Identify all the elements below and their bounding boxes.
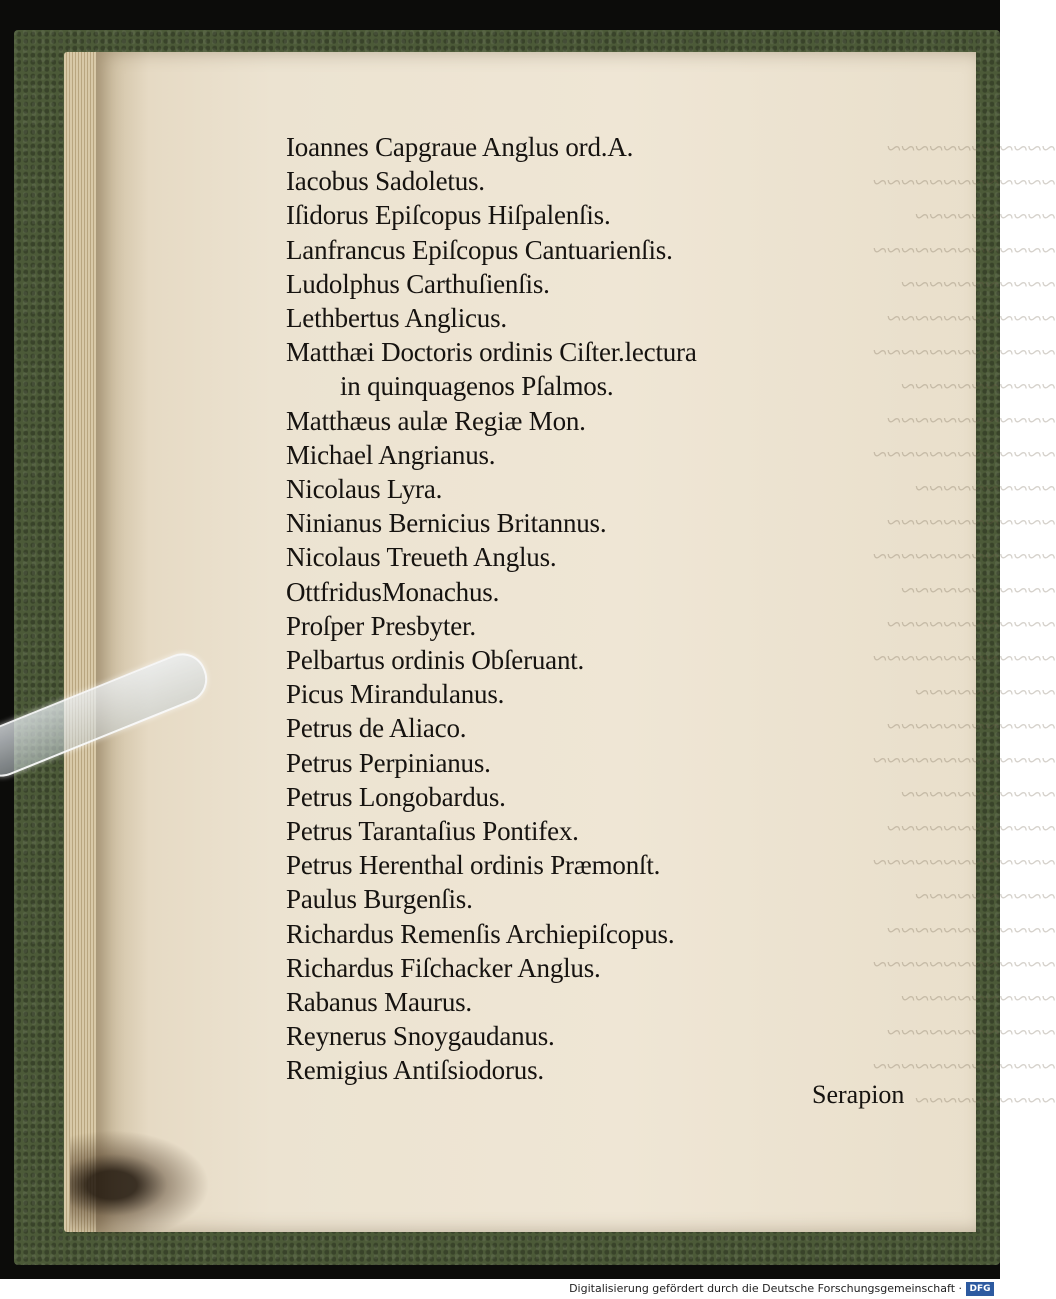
list-item: Matthæus aulæ Regiæ Mon. [286,405,586,436]
list-item: Paulus Burgenſis. [286,884,473,915]
list-item: Petrus Perpinianus. [286,747,491,778]
list-item: Remigius Antiſsiodorus. [286,1055,544,1086]
list-item: Matthæi Doctoris ordinis Ciſter.lectura [286,337,697,368]
dfg-logo[interactable]: DFG [966,1282,994,1296]
list-item-continuation: in quinquagenos Pſalmos. [340,371,614,402]
list-item: Picus Mirandulanus. [286,679,505,710]
list-item: Ioannes Capgraue Anglus ord.A. [286,132,634,162]
list-item: OttfridusMonachus. [286,576,500,607]
list-item: Petrus Longobardus. [286,781,506,812]
list-item: Pelbartus ordinis Obſeruant. [286,645,585,676]
list-item: Iacobus Sadoletus. [286,166,485,197]
footer-bar [0,1279,1000,1299]
list-item: Proſper Presbyter. [286,610,476,641]
list-item: Michael Angrianus. [286,439,496,470]
list-item: Ludolphus Carthuſienſis. [286,268,550,299]
list-item: Lanfrancus Epiſcopus Cantuarienſis. [286,234,673,265]
list-item: Rabanus Maurus. [286,987,472,1018]
list-item: Nicolaus Treueth Anglus. [286,542,557,573]
list-item: Petrus Tarantaſius Pontifex. [286,816,579,847]
author-list [286,130,697,1088]
show-through-text: ~~~~~~~~~~~~ ~~~~~~~~~~~~~ ~~~~~~~~~~ ~~~~~~~~~~~~~ ~~~~~~~~~~~ ~~~~~~~~~~~~ ~~~~~~~~~~~~~ ~~~~~~~~~~~ ~~~~~~~~~~~~ ~~~~~~~~~~~~~ ~~~~~~~~~~ ~~~~~~~~~~~~ ~~~~~~~~~~~~~ ~~~~~~~~~~~ ~~~~~~~~~~~~ ~~~~~~~~~~~~~ ~~~~~~~~~~ ~~~~~~~~~~~~ ~~~~~~~~~~~~~ ~~~~~~~~~~~ ~~~~~~~~~~~~ ~~~~~~~~~~~~~ ~~~~~~~~~~ ~~~~~~~~~~~~ ~~~~~~~~~~~~~ ~~~~~~~~~~~ ~~~~~~~~~~~~ ~~~~~~~~~~~~~ ~~~~~~~~~~ [873,134,1056,1115]
list-item: Petrus Herenthal ordinis Præmonſt. [286,850,661,881]
list-item: Nicolaus Lyra. [286,474,443,505]
footer-credit: Digitalisierung gefördert durch die Deutsche Forschungsgemeinschaft · [569,1282,962,1295]
list-item: Reynerus Snoygaudanus. [286,1021,555,1052]
page-stain [70,1130,210,1240]
list-item: Ninianus Bernicius Britannus. [286,508,607,539]
list-item: Iſidorus Epiſcopus Hiſpalenſis. [286,200,611,231]
list-item: Richardus Fiſchacker Anglus. [286,952,601,983]
list-item: Lethbertus Anglicus. [286,303,507,334]
list-item: Richardus Remenſis Archiepiſcopus. [286,918,675,949]
catchword: Serapion [812,1080,905,1109]
list-item: Petrus de Aliaco. [286,713,467,744]
